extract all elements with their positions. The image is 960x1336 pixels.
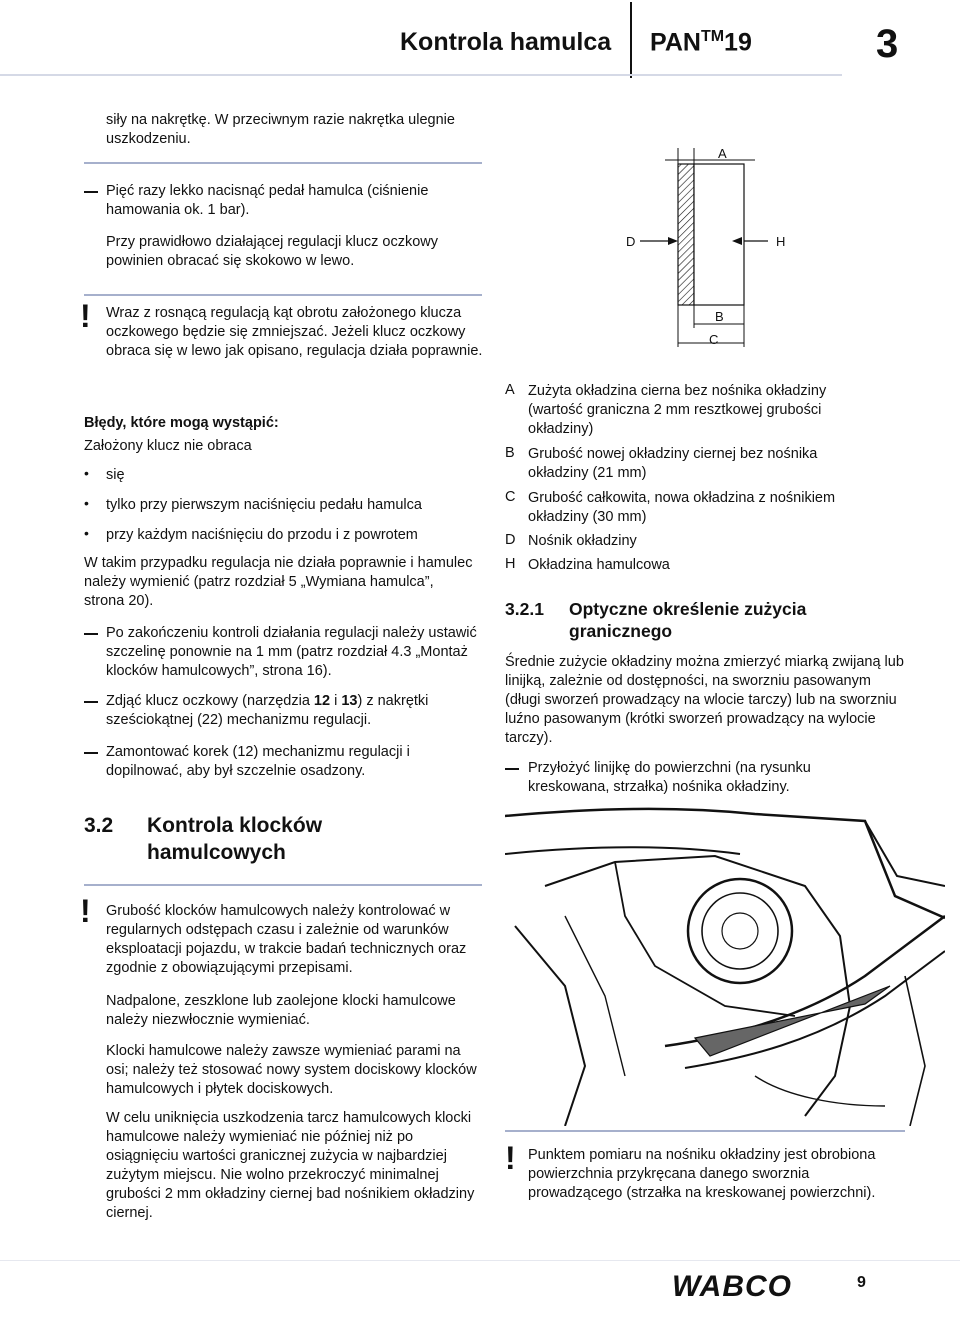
subsection-number: 3.2.1: [505, 599, 544, 619]
paragraph-wear-limit: W celu uniknięcia uszkodzenia tarcz hamulcowych klocki hamulcowe należy wymieniać nie później niż po osiągnięciu wartości granicznej zużycia w najbardziej zużytym miejscu. Nie wolno przekroczyć minimalnej grubości 2 mm okładziny ciernej bad nośnikiem okładziny ciernej.: [106, 1110, 475, 1221]
paragraph-burnt-pads: Nadpalone, zeszklone lub zaolejone klocki hamulcowe należy niezwłocznie wymieniać.: [106, 993, 456, 1028]
legend-text: Grubość całkowita, nowa okładzina z nośnikiem okładziny (30 mm): [528, 490, 836, 525]
header-title: Kontrola hamulca: [400, 28, 612, 56]
dash-icon: [84, 191, 98, 193]
errors-heading: Błędy, które mogą wystąpić:: [84, 415, 279, 431]
diagram-label-a: A: [718, 146, 727, 161]
dash-icon: [505, 768, 519, 770]
warning-measure-point: Punktem pomiaru na nośniku okładziny jest obrobiona powierzchnia przykręcana danego sworznia prowadzącego (strzałka na kreskowanej powierzchni).: [528, 1147, 876, 1201]
legend-key: B: [505, 445, 515, 461]
legend-key: H: [505, 556, 516, 572]
pad-carrier: [678, 164, 694, 305]
legend-key: D: [505, 532, 516, 548]
legend-text: Grubość nowej okładziny ciernej bez nośnika okładziny (21 mm): [528, 446, 818, 481]
paragraph-pairs: Klocki hamulcowe należy zawsze wymieniać parami na osi; należy też stosować nowy system dociskowy klocków hamulcowych i płytek dociskowych.: [106, 1043, 477, 1097]
header-divider: [630, 2, 632, 78]
dash-icon: [84, 701, 98, 703]
brake-illustration: [505, 806, 945, 1126]
legend-text: Nośnik okładziny: [528, 533, 637, 549]
bullet-item: się: [106, 467, 125, 483]
diagram-label-c: C: [709, 332, 719, 347]
step-mount-plug: Zamontować korek (12) mechanizmu regulacji i dopilnować, aby był szczelnie osadzony.: [106, 744, 410, 779]
header-rule: [0, 74, 960, 76]
page-number: 9: [857, 1274, 866, 1291]
footer-rule: [0, 1260, 960, 1261]
chapter-number: 3: [876, 22, 899, 66]
pad-lining: [694, 164, 744, 305]
section-title: Kontrola klocków hamulcowych: [147, 814, 323, 864]
bullet-icon: •: [84, 465, 89, 481]
dash-icon: [84, 752, 98, 754]
separator: [84, 162, 482, 164]
bullet-icon: •: [84, 525, 89, 541]
paragraph-average-wear: Średnie zużycie okładziny można zmierzyć miarką zwijaną lub linijką, zależnie od dostępności, na sworzniu pasowanym (długi sworzeń prowadzący na wlocie tarczy) lub na sworzniu luźno pasowanym (krótki sworzeń prowadzący na wylocie tarczy).: [505, 654, 904, 746]
warning-icon: !: [505, 1140, 516, 1176]
step-remove-wrench: Zdjąć klucz oczkowy (narzędzia 12 i 13) z nakrętki sześciokątnej (22) mechanizmu regulacji.: [106, 693, 429, 728]
legend-key: A: [505, 382, 515, 398]
diagram-label-h: H: [776, 234, 786, 249]
step-apply-ruler: Przyłożyć linijkę do powierzchni (na rysunku kreskowana, strzałka) nośnika okładziny.: [528, 760, 811, 795]
legend-key: C: [505, 489, 516, 505]
separator: [505, 1130, 905, 1132]
bullet-item: tylko przy pierwszym naciśnięciu pedału hamulca: [106, 497, 422, 513]
chapter-tab: [842, 0, 960, 96]
warning-pad-thickness: Grubość klocków hamulcowych należy kontrolować w regularnych odstępach czasu i zależnie od warunków eksploatacji pojazdu, w trakcie badań technicznych oraz zgodnie z obowiązującymi przepisami.: [106, 903, 467, 976]
warning-icon: !: [80, 893, 91, 929]
step-press-pedal: Pięć razy lekko nacisnąć pedał hamulca (ciśnienie hamowania ok. 1 bar).: [106, 183, 429, 218]
errors-subheading: Założony klucz nie obraca: [84, 438, 252, 454]
paragraph-replace-brake: W takim przypadku regulacja nie działa poprawnie i hamulec należy wymienić (patrz rozdział 5 „Wymiana hamulca”, strona 20).: [84, 555, 473, 609]
legend-text: Zużyta okładzina cierna bez nośnika okładziny (wartość graniczna 2 mm resztkowej grubości okładziny): [528, 383, 827, 437]
separator: [84, 884, 482, 886]
diagram-label-d: D: [626, 234, 636, 249]
bullet-icon: •: [84, 495, 89, 511]
dash-icon: [84, 633, 98, 635]
legend-text: Okładzina hamulcowa: [528, 557, 670, 573]
section-number: 3.2: [84, 814, 114, 837]
step-set-gap: Po zakończeniu kontroli działania regulacji należy ustawić szczelinę ponownie na 1 mm (patrz rozdział 4.3 „Montaż klocków hamulcowych”, strona 16).: [106, 625, 477, 679]
diagram-label-b: B: [715, 309, 724, 324]
step-press-pedal-result: Przy prawidłowo działającej regulacji klucz oczkowy powinien obracać się skokowo w lewo.: [106, 234, 439, 269]
header-product: PAN™19: [650, 28, 752, 57]
paragraph-intro: siły na nakrętkę. W przeciwnym razie nakrętka ulegnie uszkodzeniu.: [106, 112, 455, 147]
warning-adjustment: Wraz z rosnącą regulacją kąt obrotu założonego klucza oczkowego będzie się zmniejszać. Jeżeli klucz oczkowy obraca się w lewo jak opisano, regulacja działa poprawnie.: [106, 305, 483, 359]
warning-icon: !: [80, 298, 91, 334]
wabco-logo: WABCO: [672, 1270, 792, 1303]
subsection-title: Optyczne określenie zużycia granicznego: [569, 599, 807, 641]
bullet-item: przy każdym naciśnięciu do przodu i z powrotem: [106, 527, 418, 543]
separator: [84, 294, 482, 296]
